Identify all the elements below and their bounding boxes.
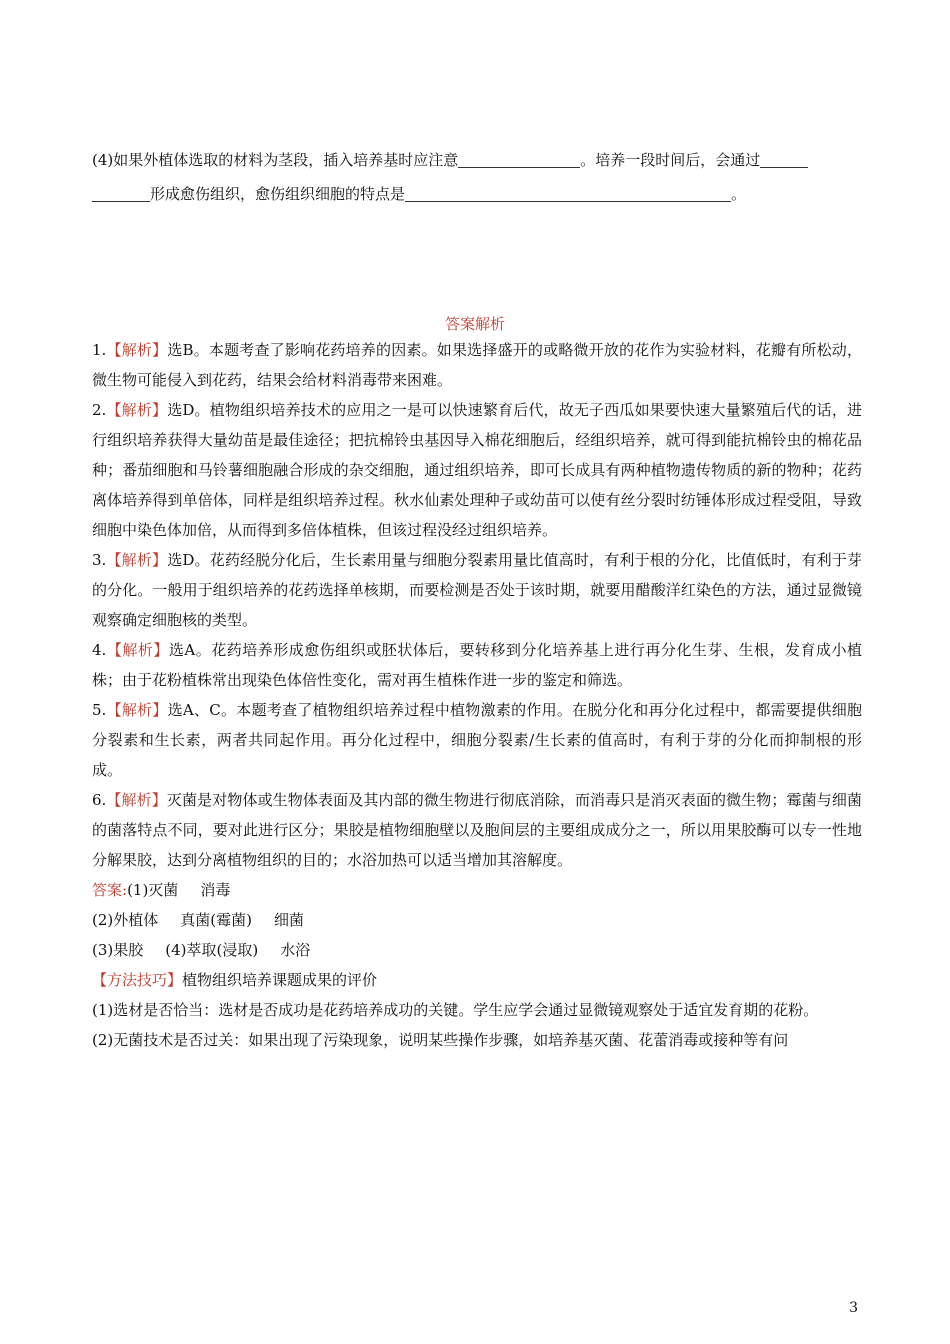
explanation-tag: 【解析】 bbox=[106, 341, 168, 359]
question-4 bbox=[92, 143, 872, 211]
answer-line-3 bbox=[92, 935, 862, 965]
item-number: 5. bbox=[92, 701, 107, 719]
explanation-tag: 【解析】 bbox=[106, 791, 167, 809]
answer-value: (4)萃取(浸取) bbox=[165, 941, 259, 959]
explanation-tag: 【解析】 bbox=[106, 701, 168, 719]
method-point-1: (1)选材是否恰当：选材是否成功是花药培养成功的关键。学生应学会通过显微镜观察处于适宜发育期的花粉。 bbox=[92, 1001, 819, 1019]
answer-blank[interactable] bbox=[458, 147, 580, 168]
answer-label: 答案: bbox=[92, 881, 128, 899]
explanation-item bbox=[92, 395, 862, 545]
answer-value: 真菌(霉菌) bbox=[180, 911, 252, 929]
item-text: 灭菌是对物体或生物体表面及其内部的微生物进行彻底消除，而消毒只是消灭表面的微生物；霉菌与细菌的菌落特点不同，要对此进行区分；果胶是植物细胞壁以及胞间层的主要组成成分之一，所以用果胶酶可以专一性地分解果胶，达到分离植物组织的目的；水浴加热可以适当增加其溶解度。 bbox=[92, 791, 862, 869]
item-text: 选A。花药培养形成愈伤组织或胚状体后，要转移到分化培养基上进行再分化生芽、生根，发育成小植株；由于花粉植株常出现染色体倍性变化，需对再生植株作进一步的鉴定和筛选。 bbox=[92, 641, 862, 689]
answer-title: 答案解析 bbox=[444, 315, 505, 333]
answer-line-1 bbox=[92, 875, 862, 905]
question-4-part1: (4)如果外植体选取的材料为茎段，插入培养基时应注意 bbox=[92, 151, 459, 169]
question-4-part2: 。培养一段时间后，会通过 bbox=[580, 151, 761, 169]
answer-value: (1)灭菌 bbox=[127, 881, 179, 899]
explanation-tag: 【解析】 bbox=[106, 551, 168, 569]
item-number: 2. bbox=[92, 401, 107, 419]
answer-section bbox=[92, 335, 862, 1055]
item-text: 选A、C。本题考查了植物组织培养过程中植物激素的作用。在脱分化和再分化过程中，都需要提供细胞分裂素和生长素，两者共同起作用。再分化过程中，细胞分裂素/生长素的值高时，有利于芽的分化而抑制根的形成。 bbox=[92, 701, 862, 779]
question-4-part4: 。 bbox=[731, 185, 747, 203]
explanation-item bbox=[92, 335, 862, 395]
page-number: 3 bbox=[849, 1300, 858, 1316]
answer-blank[interactable] bbox=[405, 181, 731, 202]
explanation-item bbox=[92, 695, 862, 785]
answer-blank[interactable] bbox=[760, 147, 808, 168]
answer-line-2 bbox=[92, 905, 862, 935]
method-title: 植物组织培养课题成果的评价 bbox=[182, 971, 378, 989]
explanation-tag: 【解析】 bbox=[106, 401, 168, 419]
item-number: 3. bbox=[92, 551, 107, 569]
explanation-item bbox=[92, 785, 862, 875]
answer-value: (3)果胶 bbox=[92, 941, 144, 959]
explanation-item bbox=[92, 635, 862, 695]
method-heading bbox=[92, 965, 862, 995]
answer-blank[interactable] bbox=[92, 181, 150, 202]
item-text: 选D。植物组织培养技术的应用之一是可以快速繁育后代，故无子西瓜如果要快速大量繁殖后代的话，进行组织培养获得大量幼苗是最佳途径；把抗棉铃虫基因导入棉花细胞后，经组织培养，就可得到能抗棉铃虫的棉花品种；番茄细胞和马铃薯细胞融合形成的杂交细胞，通过组织培养，即可长成具有两种植物遗传物质的新的物种；花药离体培养得到单倍体，同样是组织培养过程。秋水仙素处理种子或幼苗可以使有丝分裂时纺锤体形成过程受阻，导致细胞中染色体加倍，从而得到多倍体植株，但该过程没经过组织培养。 bbox=[92, 401, 862, 539]
answer-value: 细菌 bbox=[273, 911, 304, 929]
question-4-part3: 形成愈伤组织，愈伤组织细胞的特点是 bbox=[150, 185, 406, 203]
answer-value: (2)外植体 bbox=[92, 911, 159, 929]
answer-value: 消毒 bbox=[200, 881, 231, 899]
item-number: 6. bbox=[92, 791, 107, 809]
explanation-item bbox=[92, 545, 862, 635]
item-text: 选D。花药经脱分化后，生长素用量与细胞分裂素用量比值高时，有利于根的分化，比值低时，有利于芽的分化。一般用于组织培养的花药选择单核期，而要检测是否处于该时期，就要用醋酸洋红染色的方法，通过显微镜观察确定细胞核的类型。 bbox=[92, 551, 862, 629]
item-text: 选B。本题考查了影响花药培养的因素。如果选择盛开的或略微开放的花作为实验材料，花瓣有所松动，微生物可能侵入到花药，结果会给材料消毒带来困难。 bbox=[92, 341, 862, 389]
method-tag: 【方法技巧】 bbox=[92, 971, 183, 989]
item-number: 4. bbox=[92, 641, 107, 659]
method-point-2: (2)无菌技术是否过关：如果出现了污染现象，说明某些操作步骤，如培养基灭菌、花蕾消毒或接种等有问 bbox=[92, 1031, 789, 1049]
item-number: 1. bbox=[92, 341, 107, 359]
answer-value: 水浴 bbox=[280, 941, 311, 959]
explanation-tag: 【解析】 bbox=[106, 641, 169, 659]
